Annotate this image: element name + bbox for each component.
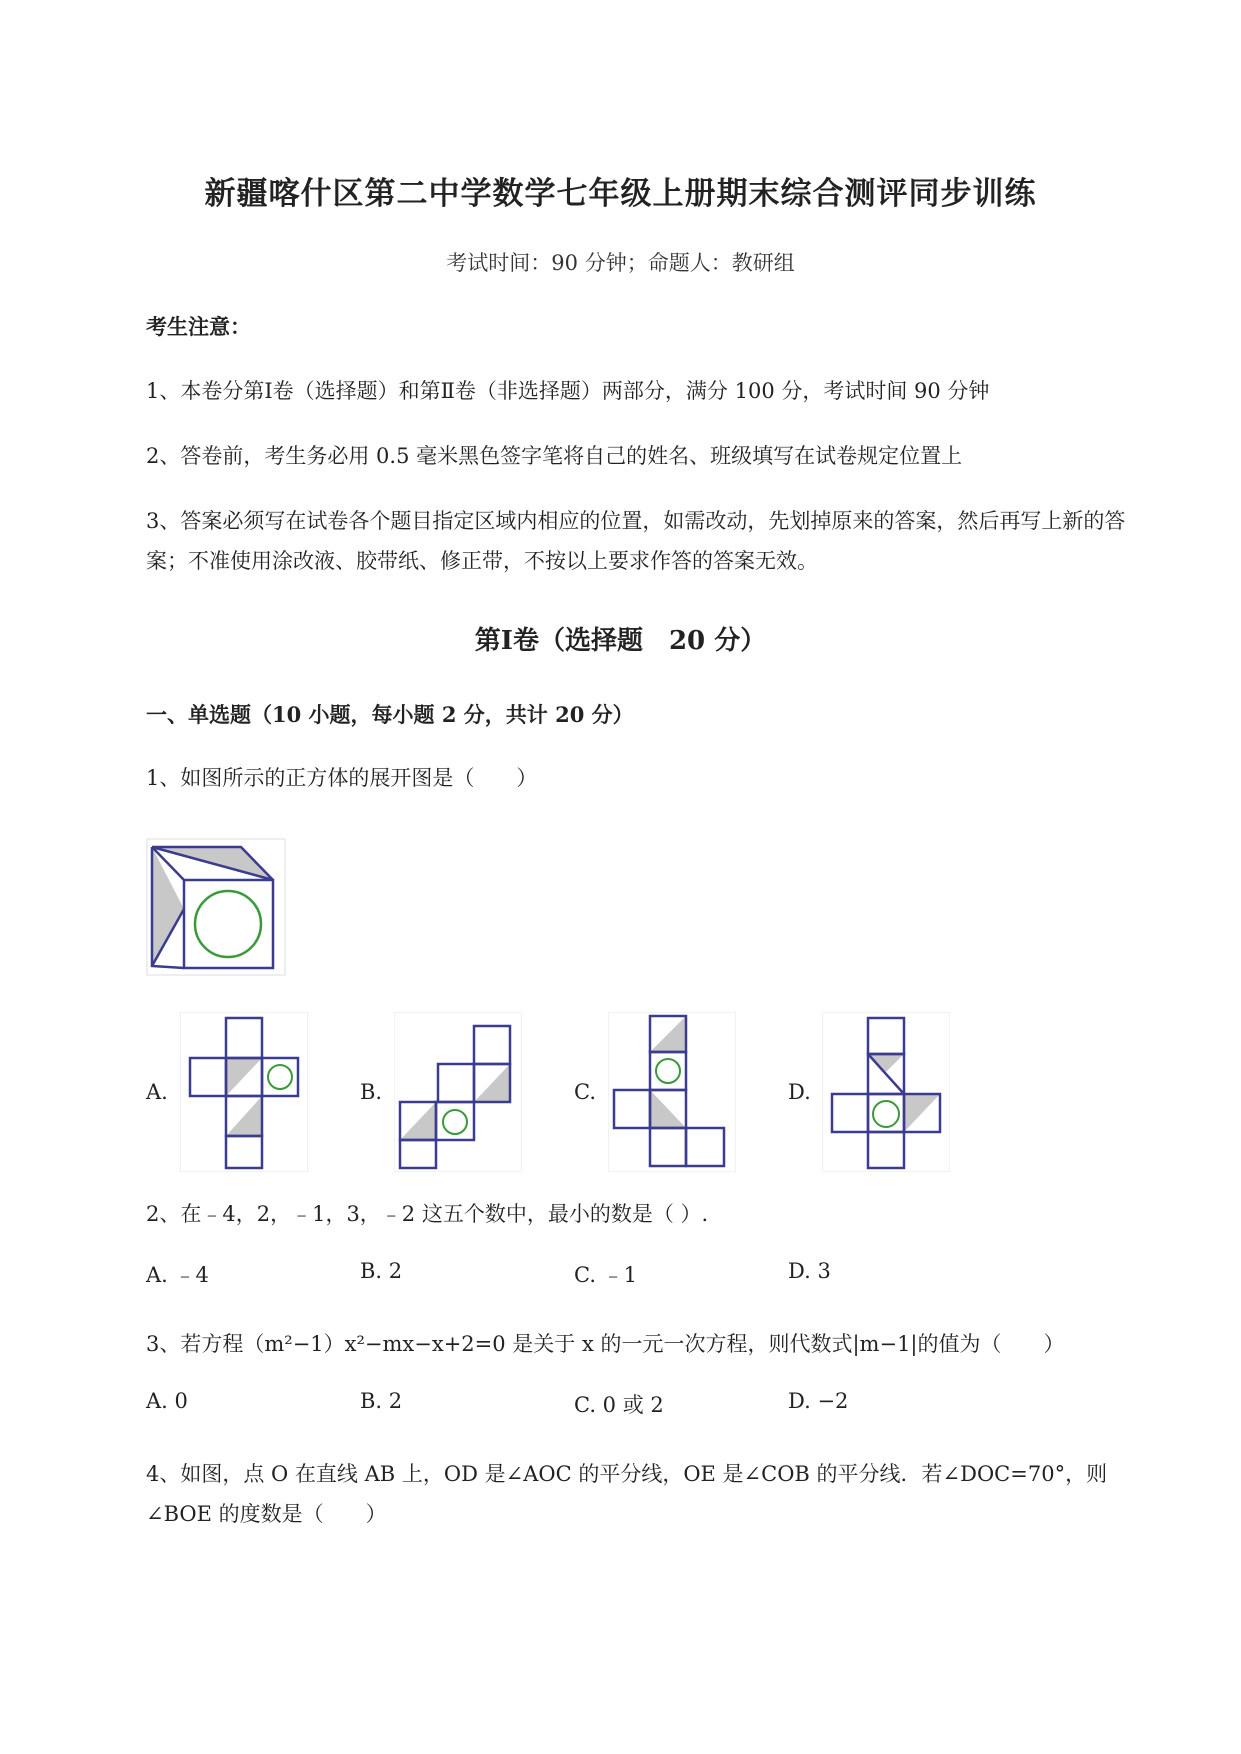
q2-option-b: B. 2 (360, 1259, 403, 1283)
option-d-label: D. (788, 1080, 811, 1104)
question-3-stem: 3、若方程（m²−1）x²−mx−x+2=0 是关于 x 的一元一次方程，则代数式|m−1|的值为（ ） (146, 1332, 1065, 1356)
q3-option-a: A. 0 (146, 1389, 188, 1413)
question-2-stem: 2、在﹣4，2，﹣1，3，﹣2 这五个数中，最小的数是（ ）. (146, 1202, 709, 1226)
cube-figure (146, 838, 286, 976)
question-3-options (146, 1389, 1146, 1429)
q3-option-d: D. −2 (788, 1389, 849, 1413)
option-c-label: C. (574, 1080, 596, 1104)
page-title: 新疆喀什区第二中学数学七年级上册期末综合测评同步训练 (204, 176, 1037, 212)
net-option-d (822, 1012, 950, 1172)
part-title: 一、单选题（10 小题，每小题 2 分，共计 20 分） (146, 702, 634, 727)
exam-subtitle: 考试时间：90 分钟；命题人：教研组 (446, 251, 795, 275)
q2-option-a: A. ﹣4 (146, 1263, 209, 1287)
q3-option-c: C. 0 或 2 (574, 1393, 664, 1417)
notice-item-2: 2、答卷前，考生务必用 0.5 毫米黑色签字笔将自己的姓名、班级填写在试卷规定位置上 (146, 444, 963, 468)
question-4-stem: 4、如图，点 O 在直线 AB 上，OD 是∠AOC 的平分线，OE 是∠COB 的平分线．若∠DOC=70°，则∠BOE 的度数是（ ） (146, 1462, 1108, 1526)
net-option-b (394, 1012, 522, 1172)
option-a-label: A. (146, 1080, 168, 1104)
option-b-label: B. (360, 1080, 383, 1104)
notice-heading: 考生注意： (146, 314, 251, 339)
q2-option-c: C. ﹣1 (574, 1263, 638, 1287)
net-option-c (608, 1012, 736, 1172)
q3-option-b: B. 2 (360, 1389, 403, 1413)
question-2-options (146, 1259, 1146, 1299)
question-1-stem: 1、如图所示的正方体的展开图是（ ） (146, 766, 538, 790)
section-title: 第Ⅰ卷（选择题 20 分） (474, 626, 767, 656)
q2-option-d: D. 3 (788, 1259, 831, 1283)
notice-item-1: 1、本卷分第Ⅰ卷（选择题）和第Ⅱ卷（非选择题）两部分，满分 100 分，考试时间 90 分钟 (146, 379, 990, 403)
net-option-a (180, 1012, 308, 1172)
notice-item-3: 3、答案必须写在试卷各个题目指定区域内相应的位置，如需改动，先划掉原来的答案，然后再写上新的答案；不准使用涂改液、胶带纸、修正带，不按以上要求作答的答案无效。 (146, 509, 1126, 573)
